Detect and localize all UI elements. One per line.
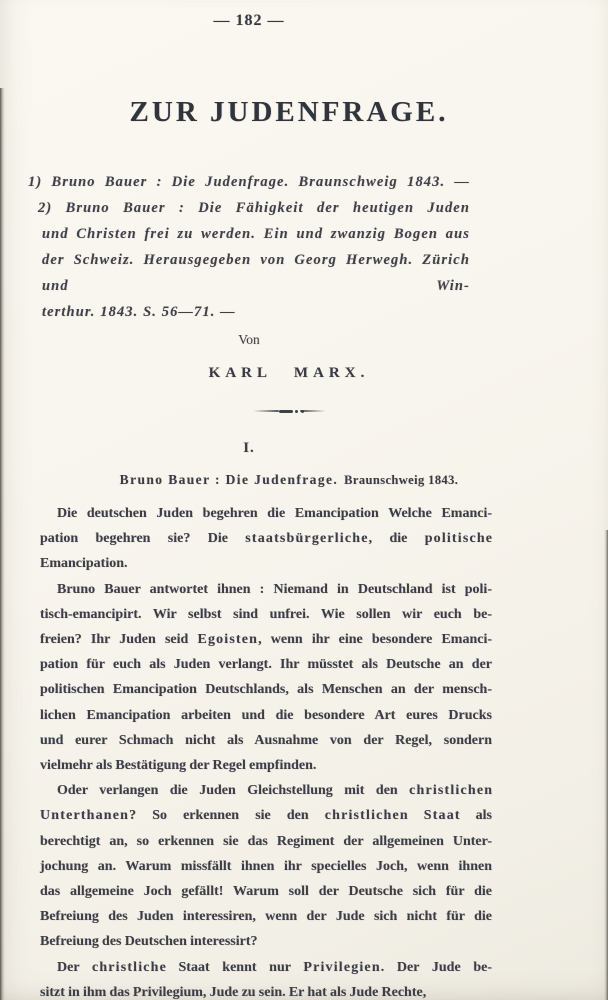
page-number: — 182 —	[213, 12, 285, 29]
paragraph	[40, 577, 492, 779]
bibliography-line: terthur. 1843. S. 56—71. —	[42, 304, 236, 320]
paragraph	[40, 501, 492, 577]
text-line: lichen Emancipation arbeiten und die besondere Art eures Drucks	[40, 707, 492, 723]
bibliography-note	[28, 169, 470, 325]
article-title: ZUR JUDENFRAGE.	[129, 96, 449, 128]
text-line: freien? Ihr Juden seid E g o i s t e n , wenn ihr eine besondere Emanci-	[40, 632, 492, 648]
text-line: berechtigt an, so erkennen sie das Regiment der allgemeinen Unter-	[40, 833, 492, 849]
bibliography-line: 1) Bruno Bauer : Die Judenfrage. Braunschweig 1843. —	[28, 174, 470, 190]
text-line: Bruno Bauer antwortet ihnen : Niemand in Deutschland ist poli-	[57, 581, 492, 597]
byline-von: Von	[238, 332, 260, 347]
ornament-center-bar	[279, 410, 293, 413]
ornament-left-rule	[253, 410, 279, 412]
text-line: Befreiung des Deutschen interessirt?	[40, 934, 258, 950]
text-line: jochung an. Warum missfällt ihnen ihr specielles Joch, wenn ihnen	[40, 858, 492, 874]
section-reference	[40, 472, 538, 488]
section-reference-title: Bruno Bauer : Die Judenfrage.	[119, 472, 339, 487]
text-line: politischen Emancipation Deutschlands, als Menschen an der mensch-	[40, 682, 492, 698]
text-line: Befreiung des Juden interessiren, wenn der Jude sich nicht für die	[40, 909, 492, 925]
bibliography-line: und Christen frei zu werden. Ein und zwanzig Bogen aus	[42, 226, 470, 242]
text-line: Emancipation.	[40, 556, 128, 572]
text-line: pation begehren sie? Die s t a a t s b ü r g e r l i c h e , die p o l i t i s c h e	[40, 531, 492, 547]
text-line: U n t e r t h a n e n ? So erkennen sie den c h r i s t l i c h e n S t a a t als	[40, 808, 492, 824]
text-line: und eurer Schmach nicht als Ausnahme von der Regel, sondern	[40, 732, 492, 748]
text-line: tisch-emancipirt. Wir selbst sind unfrei. Wie sollen wir euch be-	[40, 606, 492, 622]
text-line: das allgemeine Joch gefällt! Warum soll der Deutsche sich für die	[40, 884, 492, 900]
text-line: pation für euch als Juden verlangt. Ihr müsstet als Deutsche an der	[40, 657, 492, 673]
bibliography-line: 2) Bruno Bauer : Die Fähigkeit der heutigen Juden	[38, 200, 470, 216]
section-numeral: I.	[243, 440, 255, 456]
text-line: sitzt in ihm das Privilegium, Jude zu sein. Er hat als Jude Rechte,	[40, 984, 427, 1000]
section-reference-detail: Braunschweig 1843.	[344, 473, 459, 487]
ornament-right-rule	[300, 410, 326, 412]
text-line: Die deutschen Juden begehren die Emancipation Welche Emanci-	[57, 506, 492, 521]
text-line: Oder verlangen die Juden Gleichstellung mit den c h r i s t l i c h e n	[57, 783, 492, 799]
bibliography-line: der Schweiz. Herausgegeben von Georg Herwegh. Zürich und Win-	[42, 252, 470, 294]
text-line: vielmehr als Bestätigung der Regel empfinden.	[40, 758, 317, 774]
body-text	[40, 501, 492, 1000]
author-name: KARL MARX.	[208, 365, 370, 381]
paragraph	[40, 778, 492, 954]
ornament-dots	[295, 410, 298, 413]
paragraph	[40, 955, 492, 1000]
text-line: Der c h r i s t l i c h e Staat kennt nur P r i v i l e g i e n . Der Jude be-	[57, 959, 492, 975]
ornament-divider	[40, 407, 538, 415]
